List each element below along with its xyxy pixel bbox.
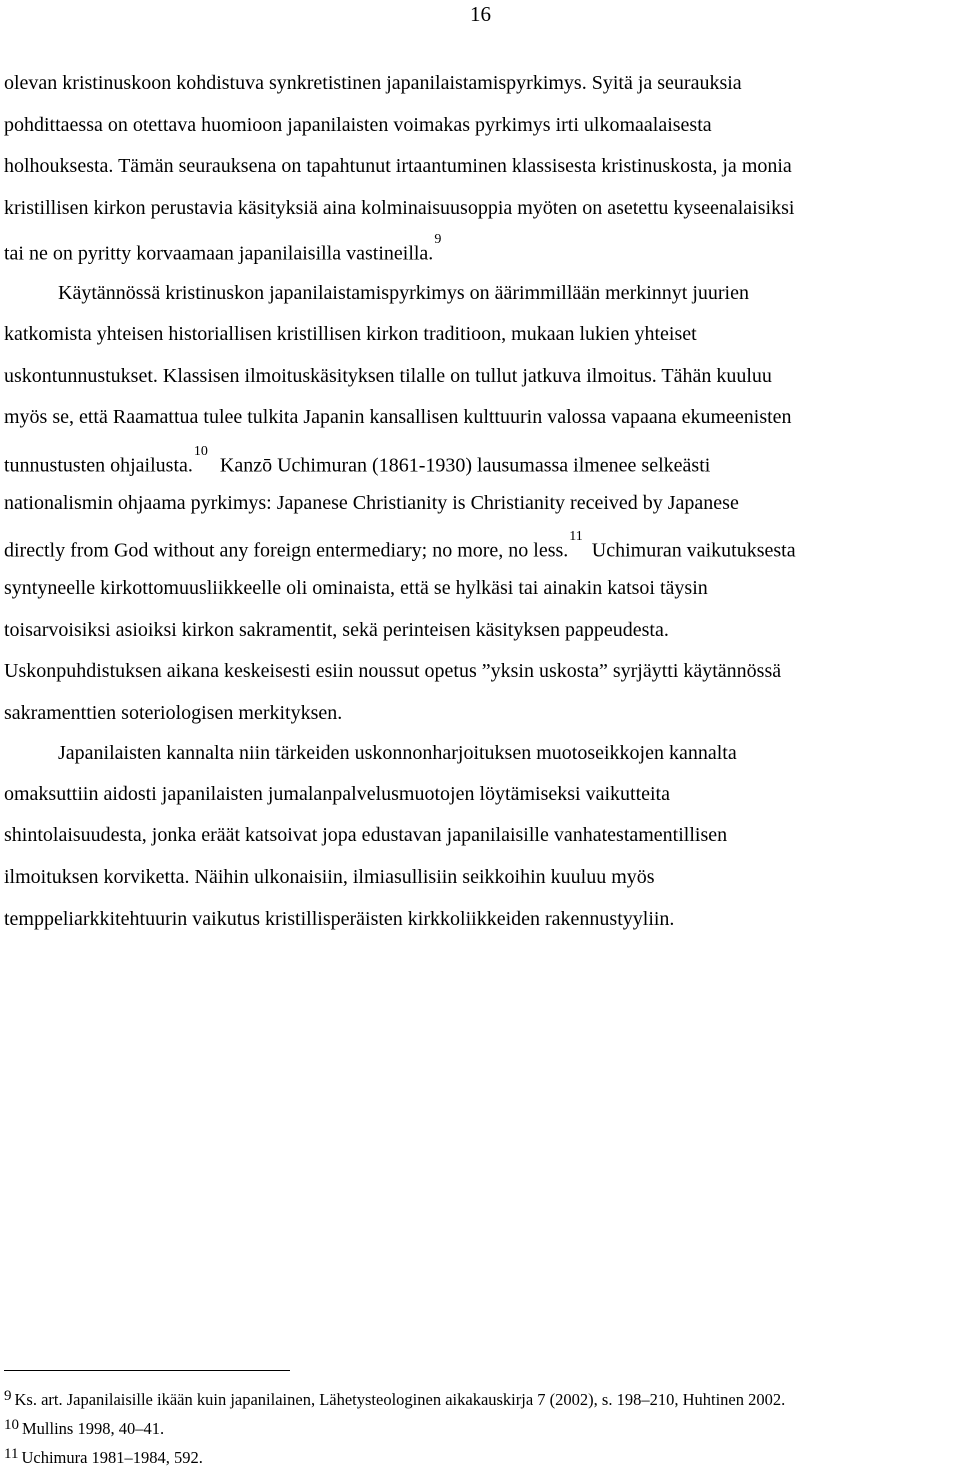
footnote: [4, 1419, 164, 1440]
text-line: holhouksesta. Tämän seurauksena on tapahtunut irtaantuminen klassisesta kristinuskosta, ja monia: [4, 155, 792, 177]
text-line: omaksuttiin aidosti japanilaisten jumalanpalvelusmuotojen löytämiseksi vaikutteita: [4, 783, 670, 805]
footnote-text: Uchimura 1981–1984, 592.: [21, 1448, 203, 1467]
footnote-text: Mullins 1998, 40–41.: [22, 1419, 165, 1438]
footnote-mark: 11: [4, 1446, 19, 1462]
text-line: temppeliarkkitehtuurin vaikutus kristillisperäisten kirkkoliikkeiden rakennustyyliin.: [4, 908, 675, 930]
text-line: Käytännössä kristinuskon japanilaistamispyrkimys on äärimmillään merkinnyt juurien: [58, 282, 749, 304]
text-segment: tai ne on pyritty korvaamaan japanilaisilla vastineilla.: [4, 242, 434, 265]
text-line: sakramenttien soteriologisen merkityksen.: [4, 702, 343, 724]
text-segment: Uchimuran vaikutuksesta: [591, 539, 796, 562]
footnote-mark: 10: [4, 1417, 19, 1433]
text-segment: Kanzō Uchimuran (1861-1930) lausumassa ilmenee selkeästi: [219, 454, 711, 477]
footnote-separator: [4, 1370, 290, 1371]
text-line: olevan kristinuskoon kohdistuva synkretistinen japanilaistamispyrkimys. Syitä ja seurauksia: [4, 72, 742, 94]
text-line: ilmoituksen korviketta. Näihin ulkonaisiin, ilmiasullisiin seikkoihin kuuluu myös: [4, 866, 655, 888]
text-line: pohdittaessa on otettava huomioon japanilaisten voimakas pyrkimys irti ulkomaalaisesta: [4, 114, 712, 136]
text-line: syntyneelle kirkottomuusliikkeelle oli ominaista, että se hylkäsi tai ainakin katsoi täysin: [4, 577, 708, 599]
text-line: [4, 232, 442, 266]
footnote-ref: 10: [193, 444, 208, 459]
footnote-ref: 11: [569, 529, 583, 544]
page-number: 16: [470, 2, 491, 26]
footnote-text: Ks. art. Japanilaisille ikään kuin japanilainen, Lähetysteologinen aikakauskirja 7 (2002), s. 198–210, Huhtinen 2002.: [14, 1390, 786, 1409]
text-line: myös se, että Raamattua tulee tulkita Japanin kansallisen kulttuurin valossa vapaana ekumeenisten: [4, 406, 792, 428]
footnote: [4, 1448, 203, 1469]
text-segment: tunnustusten ohjailusta.: [4, 454, 193, 477]
text-line: Uskonpuhdistuksen aikana keskeisesti esiin noussut opetus ”yksin uskosta” syrjäytti käytännössä: [4, 660, 782, 682]
text-line: [4, 529, 796, 563]
text-segment: directly from God without any foreign entermediary; no more, no less.: [4, 539, 569, 562]
footnote-mark: 9: [4, 1388, 12, 1404]
text-line: shintolaisuudesta, jonka eräät katsoivat jopa edustavan japanilaisille vanhatestamentillisen: [4, 824, 728, 846]
text-line: Japanilaisten kannalta niin tärkeiden uskonnonharjoituksen muotoseikkojen kannalta: [58, 742, 737, 764]
text-line: kristillisen kirkon perustavia käsityksiä aina kolminaisuusoppia myöten on asetettu kyseenalaisiksi: [4, 197, 795, 219]
text-line: toisarvoisiksi asioiksi kirkon sakramentit, sekä perinteisen käsityksen pappeudesta.: [4, 619, 669, 641]
text-line: [4, 444, 711, 478]
footnote: [4, 1390, 785, 1411]
text-line: katkomista yhteisen historiallisen kristillisen kirkon traditioon, mukaan lukien yhteiset: [4, 323, 697, 345]
footnote-ref: 9: [434, 232, 442, 247]
text-line: nationalismin ohjaama pyrkimys: Japanese Christianity is Christianity received by Japanese: [4, 492, 739, 514]
text-line: uskontunnustukset. Klassisen ilmoituskäsityksen tilalle on tullut jatkuva ilmoitus. Tähän kuuluu: [4, 365, 772, 387]
